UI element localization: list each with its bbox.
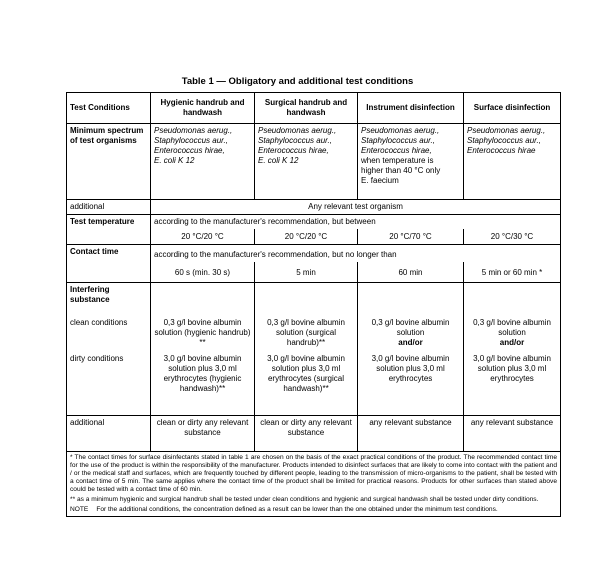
interfering-hygienic [151, 283, 255, 416]
and-or-label: and/or [398, 338, 423, 347]
organism-item: Staphylococcus aur., [361, 136, 435, 145]
organism-item: Staphylococcus aur., [154, 136, 228, 145]
temperature-row [67, 215, 561, 230]
clean-surface [467, 318, 557, 348]
additional-substance-instrument: any relevant substance [358, 416, 464, 452]
note-label: NOTE [70, 506, 89, 513]
organism-item: Enterococcus hirae [467, 146, 536, 155]
temperature-hygienic: 20 °C/20 °C [151, 229, 255, 245]
organism-item: E. coli K 12 [258, 156, 299, 165]
additional-organisms-value: Any relevant test organism [151, 200, 561, 215]
organisms-surgical [255, 124, 358, 200]
organisms-row [67, 124, 561, 200]
note-text: For the additional conditions, the concentration defined as a result can be lower than the one obtained under the minimum test conditions. [96, 506, 498, 513]
clean-hygienic: 0,3 g/l bovine albumin solution (hygienic handrub) ** [154, 318, 251, 347]
additional-substance-surgical: clean or dirty any relevant substance [255, 416, 358, 452]
interfering-row [67, 283, 561, 416]
clean-conditions-label: clean conditions [70, 318, 128, 327]
organism-note: E. faecium [361, 176, 399, 185]
contact-row [67, 245, 561, 263]
interfering-surgical [255, 283, 358, 416]
contact-label: Contact time [67, 245, 151, 283]
contact-surgical: 5 min [255, 262, 358, 283]
clean-instrument-text: 0,3 g/l bovine albumin solution [371, 318, 450, 337]
organism-note: higher than 40 °C only [361, 166, 441, 175]
organisms-surface [464, 124, 561, 200]
header-surgical: Surgical handrub and handwash [255, 93, 358, 124]
additional-substance-surface: any relevant substance [464, 416, 561, 452]
clean-surface-text: 0,3 g/l bovine albumin solution [473, 318, 551, 337]
additional-substance-hygienic: clean or dirty any relevant substance [151, 416, 255, 452]
organism-item: Enterococcus hirae, [361, 146, 432, 155]
footnotes [67, 452, 561, 517]
additional-organisms-row [67, 200, 561, 215]
organism-item: Enterococcus hirae, [258, 146, 329, 155]
footnote-doublestar: ** as a minimum hygienic and surgical handrub shall be tested under clean conditions and hygienic and surgical handwash shall be tested under dirty conditions. [70, 496, 539, 503]
organism-item: Pseudomonas aerug., [467, 126, 546, 135]
table-title: Table 1 — Obligatory and additional test conditions [181, 76, 414, 87]
temperature-surgical: 20 °C/20 °C [255, 229, 358, 245]
footnote-note [70, 506, 557, 514]
temperature-instrument: 20 °C/70 °C [358, 229, 464, 245]
dirty-instrument: 3,0 g/l bovine albumin solution plus 3,0 ml erythrocytes [371, 354, 450, 383]
organism-note: when temperature is [361, 156, 434, 165]
organism-item: Staphylococcus aur., [258, 136, 332, 145]
clean-surgical: 0,3 g/l bovine albumin solution (surgical handrub)** [267, 318, 345, 347]
organism-item: Pseudomonas aerug., [258, 126, 337, 135]
interfering-label: Interfering substance [70, 285, 110, 304]
additional-substance-row [67, 416, 561, 452]
footnote-star: * The contact times for surface disinfectants stated in table 1 are chosen on the basis of the exact practical conditions of the product. The recommended contact time for the use of the product is within the responsibility of the manufacturer. Products intended to disinfect surfaces that are likely to come into contact with the patient and / or the medical staff and surfaces, which are frequently touched by different people, leading to the transmission of micro-organisms to the patient, shall be tested with a contact time of 5 min. The same applies where the contact time of the product shall be limited for practical reasons. Products for other surfaces than stated above could be tested with a contact time of 60 min. [70, 454, 557, 493]
interfering-instrument [358, 283, 464, 416]
organism-item: Pseudomonas aerug., [361, 126, 440, 135]
temperature-span: according to the manufacturer's recommendation, but between [151, 215, 561, 230]
contact-span: according to the manufacturer's recommendation, but no longer than [151, 245, 561, 263]
header-test-conditions: Test Conditions [67, 93, 151, 124]
test-conditions-table [66, 92, 561, 517]
contact-instrument: 60 min [358, 262, 464, 283]
organism-item: E. coli K 12 [154, 156, 195, 165]
dirty-hygienic: 3,0 g/l bovine albumin solution plus 3,0 ml erythrocytes (hygienic handwash)** [163, 354, 242, 393]
contact-hygienic: 60 s (min. 30 s) [151, 262, 255, 283]
organism-item: Staphylococcus aur., [467, 136, 541, 145]
temperature-label: Test temperature [67, 215, 151, 245]
interfering-labels [67, 283, 151, 416]
dirty-surface: 3,0 g/l bovine albumin solution plus 3,0 ml erythrocytes [473, 354, 551, 383]
clean-instrument [361, 318, 460, 348]
organism-item: Pseudomonas aerug., [154, 126, 233, 135]
organisms-instrument [358, 124, 464, 200]
organisms-hygienic [151, 124, 255, 200]
dirty-surgical: 3,0 g/l bovine albumin solution plus 3,0 ml erythrocytes (surgical handwash)** [267, 354, 345, 393]
contact-surface: 5 min or 60 min * [464, 262, 561, 283]
dirty-conditions-label: dirty conditions [70, 354, 124, 363]
footnotes-row [67, 452, 561, 517]
additional-organisms-label: additional [67, 200, 151, 215]
additional-substance-label: additional [67, 416, 151, 452]
header-hygienic: Hygienic handrub and handwash [151, 93, 255, 124]
header-row [67, 93, 561, 124]
and-or-label: and/or [499, 338, 525, 347]
interfering-surface [464, 283, 561, 416]
header-surface: Surface disinfection [464, 93, 561, 124]
header-instrument: Instrument disinfection [358, 93, 464, 124]
temperature-surface: 20 °C/30 °C [464, 229, 561, 245]
organism-item: Enterococcus hirae, [154, 146, 225, 155]
organisms-label: Minimum spectrum of test organisms [67, 124, 151, 200]
